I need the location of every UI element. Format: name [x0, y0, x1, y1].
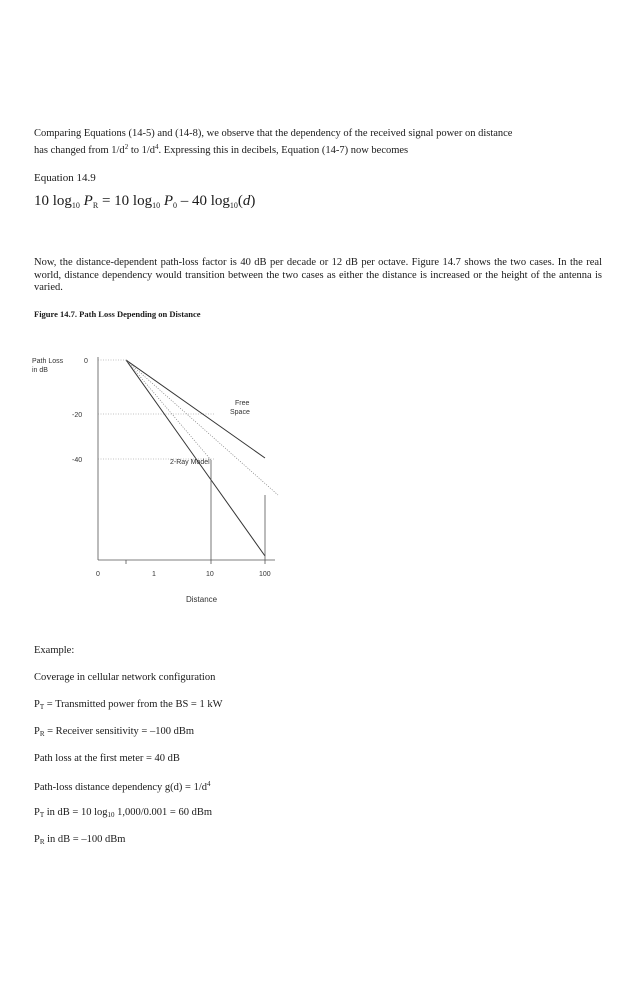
example-pr-in-db: [34, 834, 125, 846]
example-path-loss: Path loss at the first meter = 40 dB: [34, 753, 180, 764]
free-space-label-line2: Space: [230, 409, 250, 416]
series-line-two-ray-1: [196, 458, 266, 556]
x-tick-0: 0: [96, 571, 100, 578]
example-subheading: Coverage in cellular network configuration: [34, 672, 216, 683]
series-line-two-ray-0: [126, 360, 196, 458]
intro-line-2a: has changed from 1/d: [34, 144, 125, 156]
prdb-subscript: R: [39, 838, 45, 846]
example-receiver-sensitivity: [34, 726, 194, 738]
example-pt-in-db: [34, 807, 212, 819]
y-tick-minus20: -20: [72, 412, 83, 419]
pt-subscript: T: [39, 703, 45, 711]
example-distance-dependency: [34, 780, 211, 793]
example-transmitted-power: [34, 699, 223, 711]
transition-dotted-line-0: [126, 360, 278, 495]
ptdb-text: in dB = 10 log: [44, 807, 108, 818]
pr-subscript: R: [39, 730, 45, 738]
x-tick-100: 100: [259, 571, 271, 578]
ptdb-text-end: 1,000/0.001 = 60 dBm: [114, 807, 213, 818]
figure-caption: Figure 14.7. Path Loss Depending on Distance: [34, 309, 201, 319]
intro-paragraph: [34, 128, 602, 157]
intro-superscript-4: 4: [155, 142, 159, 151]
intro-line-1: Comparing Equations (14-5) and (14-8), we observe that the dependency of the received signal power on distance: [34, 128, 513, 139]
y-tick-0: 0: [84, 358, 88, 365]
free-space-label-line1: Free: [235, 400, 250, 407]
y-axis-label-line1: Path Loss: [32, 358, 64, 365]
x-tick-10: 10: [206, 571, 214, 578]
y-tick-minus40: -40: [72, 457, 83, 464]
path-loss-chart: [30, 345, 300, 615]
x-tick-1: 1: [152, 571, 156, 578]
pr-text: = Receiver sensitivity = –100 dBm: [44, 726, 195, 737]
prdb-symbol: P: [34, 834, 40, 845]
transition-dotted-line-1: [126, 360, 211, 460]
prdb-text: in dB = –100 dBm: [44, 834, 126, 845]
dependency-text: Path-loss distance dependency g(d) = 1/d: [34, 782, 208, 793]
discussion-paragraph: Now, the distance-dependent path-loss factor is 40 dB per decade or 12 dB per octave. Figure 14.7 shows the two cases. In the real world, distance dependency would transition between the two cases as either the distance is increased or the height of the antenna is varied.: [34, 257, 602, 293]
pr-symbol: P: [34, 726, 40, 737]
y-axis-label-line2: in dB: [32, 367, 48, 374]
ptdb-log-base: 10: [107, 811, 115, 819]
equation-14-9: 10 $\log_{10} P_R = 10$ $\log_{10} P_0 - 40$ $\log_{10}(d)$: [34, 193, 256, 210]
x-axis-label: Distance: [186, 595, 218, 604]
example-heading: Example:: [34, 645, 75, 656]
ptdb-symbol: P: [34, 807, 40, 818]
intro-line-2b: to 1/d: [128, 144, 156, 156]
intro-superscript-2: 2: [124, 142, 129, 151]
ptdb-subscript: T: [39, 811, 45, 819]
two-ray-label: 2-Ray Model: [170, 459, 210, 466]
intro-line-2c: . Expressing this in decibels, Equation (14-7) now becomes: [158, 144, 409, 156]
equation-label: Equation 14.9: [34, 172, 96, 184]
pt-symbol: P: [34, 699, 40, 710]
pt-text: = Transmitted power from the BS = 1 kW: [44, 699, 223, 710]
dependency-superscript: 4: [207, 780, 211, 788]
